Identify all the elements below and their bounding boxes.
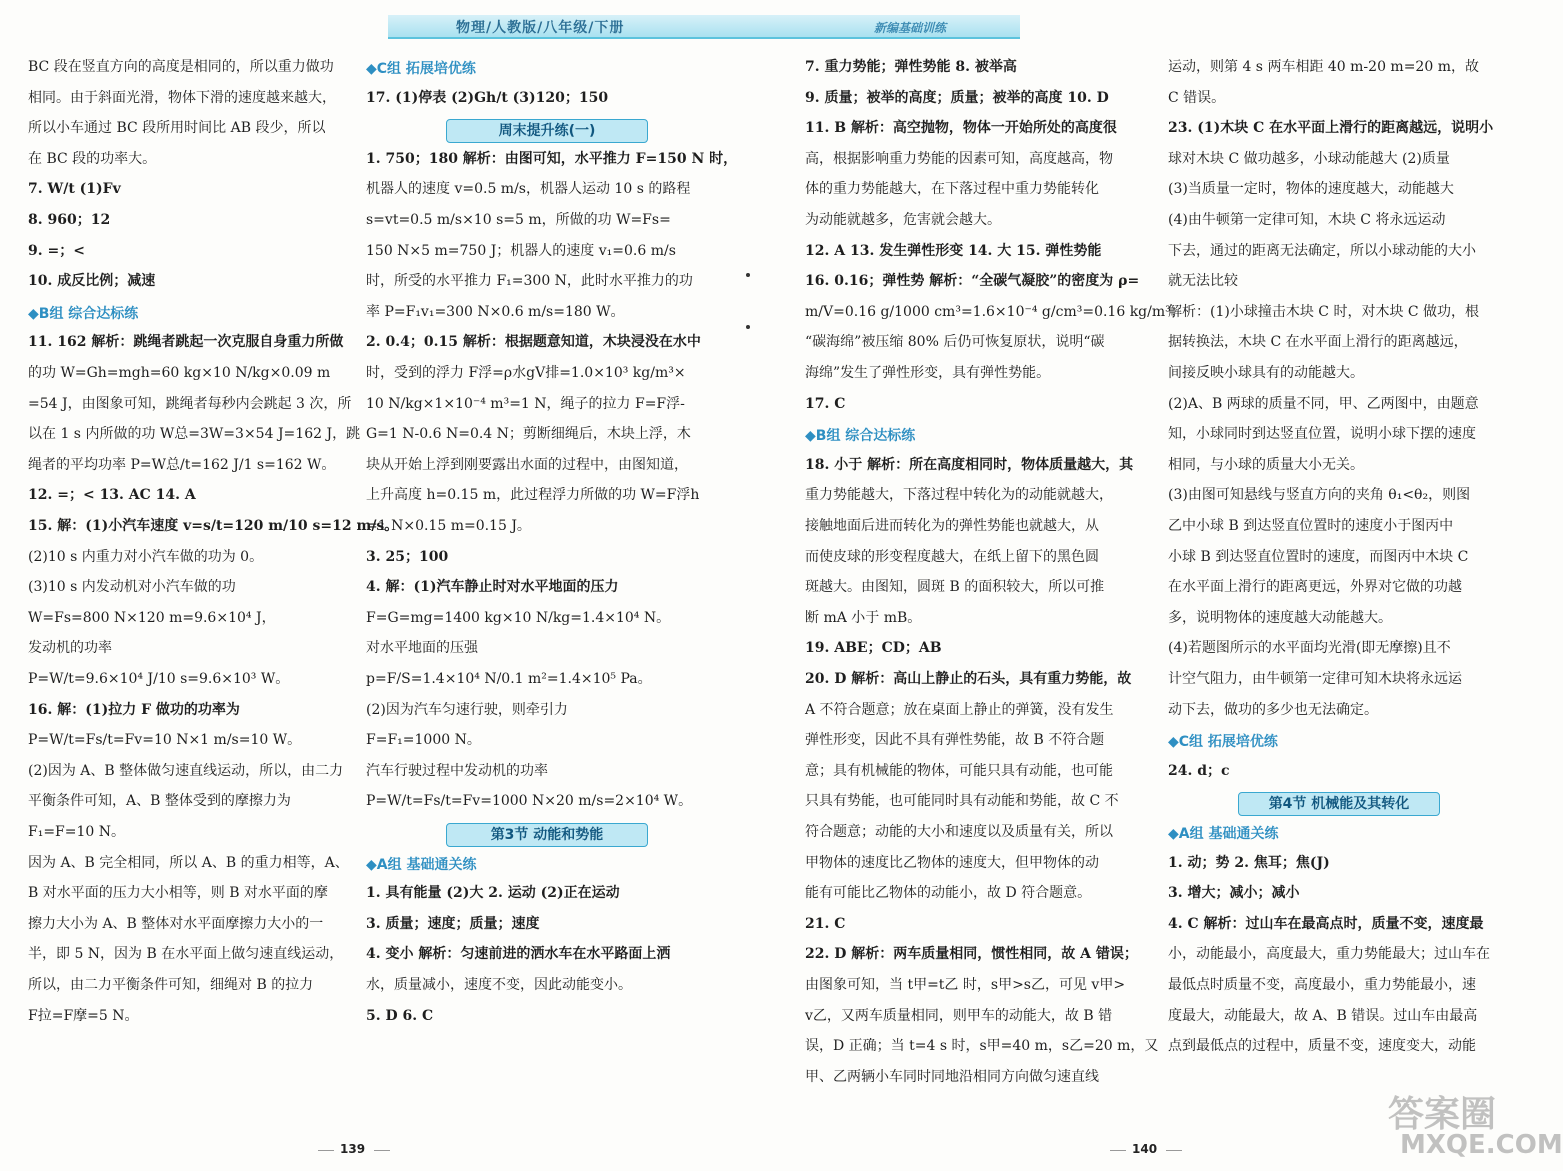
answer-line: 甲物体的速度比乙物体的速度大，但甲物体的动 (805, 854, 1099, 871)
answer-line: 16. 0.16；弹性势 解析：“全碳气凝胶”的密度为 ρ= (805, 273, 1140, 290)
answer-line: 21. C (805, 915, 846, 932)
answer-line: 甲、乙两辆小车同时同地沿相同方向做匀速直线 (805, 1068, 1099, 1085)
group-heading: ◆A组 基础通关练 (1168, 826, 1279, 842)
answer-line: P=W/t=Fs/t=Fv=10 N×1 m/s=10 W。 (28, 732, 302, 749)
page-number-left: 139 (340, 1142, 366, 1156)
answer-line: 1. 具有能量 (2)大 2. 运动 (2)正在运动 (366, 885, 620, 902)
group-heading: ◆A组 基础通关练 (366, 856, 477, 873)
answer-line: 所以，由二力平衡条件可知，细绳对 B 的拉力 (28, 977, 314, 993)
answer-line: 绳者的平均功率 P=W总/t=162 J/1 s=162 W。 (28, 456, 336, 473)
answer-line: 就无法比较 (1168, 273, 1238, 290)
answer-line: G=1 N-0.6 N=0.4 N；剪断细绳后，木块上浮，木 (366, 426, 691, 443)
answer-line: F拉=F摩=5 N。 (28, 1007, 139, 1024)
answer-line: 1. 750；180 解析：由图可知，水平推力 F=150 N 时， (366, 150, 738, 167)
page-number-dash (318, 1150, 334, 1151)
answer-line: 断 mA 小于 mB。 (805, 609, 922, 626)
answer-line: 最低点时质量不变，高度最小，重力势能最小，速 (1168, 977, 1476, 993)
answer-line: 15. 解：(1)小汽车速度 v=s/t=120 m/10 s=12 m/s。 (28, 518, 399, 534)
answer-line: 斑越大。由图知，圆斑 B 的面积较大，所以可推 (805, 579, 1105, 596)
answer-line: P=W/t=9.6×10⁴ J/10 s=9.6×10³ W。 (28, 671, 290, 687)
answer-line: 间接反映小球具有的动能越大。 (1168, 365, 1364, 381)
answer-line: F=G=mg=1400 kg×10 N/kg=1.4×10⁴ N。 (366, 609, 671, 626)
answer-line: 11. B 解析：高空抛物，物体一开始所处的高度很 (805, 120, 1117, 137)
answer-line: 点到最低点的过程中，质量不变，速度变大，动能 (1168, 1038, 1476, 1055)
watermark-domain: MXQE.COM (1400, 1130, 1563, 1160)
answer-line: (4)由牛顿第一定律可知，木块 C 将永远运动 (1168, 212, 1446, 228)
answer-line: 以在 1 s 内所做的功 W总=3W=3×54 J=162 J，跳 (28, 426, 361, 443)
answer-line: 体的重力势能越大，在下落过程中重力势能转化 (805, 181, 1099, 198)
answer-line: 误，D 正确；当 t=4 s 时，s甲=40 m，s乙=20 m，又 (805, 1038, 1159, 1055)
header-subject: 物理/人教版/八年级/下册 (456, 20, 625, 36)
answer-line: 3. 增大；减小；减小 (1168, 885, 1300, 902)
answer-line: (2)因为 A、B 整体做匀速直线运动，所以，由二力 (28, 762, 344, 779)
answer-line: 由图象可知，当 t甲=t乙 时，s甲>s乙，可见 v甲> (805, 977, 1126, 993)
answer-line: 动下去，做功的多少也无法确定。 (1168, 701, 1378, 718)
group-heading: ◆B组 综合达标练 (28, 305, 139, 322)
answer-line: (2)A、B 两球的质量不同，甲、乙两图中，由题意 (1168, 395, 1479, 412)
answer-line: 擦力大小为 A、B 整体对水平面摩擦力大小的一 (28, 915, 324, 932)
answer-line: 19. ABE；CD；AB (805, 640, 942, 657)
answer-line: 率 P=F₁v₁=300 N×0.6 m/s=180 W。 (366, 303, 625, 320)
answer-line: m/V=0.16 g/1000 cm³=1.6×10⁻⁴ g/cm³=0.16 kg/m³； (805, 303, 1185, 320)
answer-line: 在 BC 段的功率大。 (28, 150, 157, 167)
answer-line: 23. (1)木块 C 在水平面上滑行的距离越远，说明小 (1168, 120, 1494, 137)
answer-line: (3)当质量一定时，物体的速度越大，动能越大 (1168, 181, 1454, 198)
answer-line: 因为 A、B 完全相同，所以 A、B 的重力相等，A、 (28, 854, 349, 871)
answer-line: 时，所受的水平推力 F₁=300 N，此时水平推力的功 (366, 273, 693, 290)
answer-line: (2)因为汽车匀速行驶，则牵引力 (366, 701, 568, 718)
answer-line: 下去，通过的距离无法确定，所以小球动能的大小 (1168, 242, 1476, 259)
answer-line: s=vt=0.5 m/s×10 s=5 m，所做的功 W=Fs= (366, 212, 671, 228)
answer-line: 重力势能越大，下落过程中转化为的动能就越大， (805, 487, 1113, 504)
answer-line: 发动机的功率 (28, 640, 112, 657)
section-banner: 第3节 动能和势能 (446, 823, 648, 847)
answer-line: 为动能就越多，危害就会越大。 (805, 212, 1001, 228)
answer-line: 接触地面后进而转化为的弹性势能也就越大，从 (805, 518, 1099, 534)
binding-dot (746, 325, 750, 329)
answer-line: 知，小球同时到达竖直位置，说明小球下摆的速度 (1168, 426, 1476, 443)
answer-line: 计空气阻力，由牛顿第一定律可知木块将永远运 (1168, 671, 1462, 687)
answer-line: =54 J，由图象可知，跳绳者每秒内会跳起 3 次，所 (28, 395, 352, 412)
answer-line: 4. 变小 解析：匀速前进的洒水车在水平路面上洒 (366, 946, 671, 963)
answer-line: F=F₁=1000 N。 (366, 732, 481, 749)
answer-line: 海绵”发生了弹性形变，具有弹性势能。 (805, 365, 1051, 381)
answer-line: 高，根据影响重力势能的因素可知，高度越高，物 (805, 150, 1113, 167)
page-number-dash (1166, 1150, 1182, 1151)
answer-line: 10 N/kg×1×10⁻⁴ m³=1 N，绳子的拉力 F=F浮- (366, 395, 685, 412)
answer-line: 24. d；c (1168, 762, 1230, 779)
answer-line: 块从开始上浮到刚要露出水面的过程中，由图知道， (366, 456, 688, 473)
answer-line: 的功 W=Gh=mgh=60 kg×10 N/kg×0.09 m (28, 365, 331, 381)
answer-line: 而使皮球的形变程度越大，在纸上留下的黑色圆 (805, 548, 1099, 565)
answer-line: 小球 B 到达竖直位置时的速度，而图丙中木块 C (1168, 548, 1469, 565)
answer-line: 17. (1)停表 (2)Gh/t (3)120；150 (366, 89, 609, 106)
section-banner: 周末提升练(一) (446, 119, 648, 143)
group-heading: ◆C组 拓展培优练 (366, 61, 476, 77)
answer-line: 150 N×5 m=750 J；机器人的速度 v₁=0.6 m/s (366, 242, 676, 259)
answer-line: 3. 25；100 (366, 548, 449, 565)
answer-line: B 对水平面的压力大小相等，则 B 对水平面的摩 (28, 885, 328, 902)
answer-line: 据转换法，木块 C 在水平面上滑行的距离越远， (1168, 334, 1468, 351)
answer-line: 小，动能最小，高度最大，重力势能最大；过山车在 (1168, 946, 1490, 963)
answer-line: 球对木块 C 做功越多，小球动能越大 (2)质量 (1168, 150, 1450, 167)
answer-line: 9. 质量；被举的高度；质量；被举的高度 10. D (805, 89, 1109, 106)
answer-line: 运动，则第 4 s 两车相距 40 m-20 m=20 m，故 (1168, 59, 1479, 75)
answer-line: (2)10 s 内重力对小汽车做的功为 0。 (28, 548, 264, 565)
group-heading: ◆B组 综合达标练 (805, 428, 916, 445)
answer-line: 17. C (805, 395, 846, 412)
answer-line: 半，即 5 N，因为 B 在水平面上做匀速直线运动， (28, 946, 344, 963)
answer-line: =1 N×0.15 m=0.15 J。 (366, 518, 531, 534)
answer-line: 1. 动；势 2. 焦耳；焦(J) (1168, 854, 1330, 871)
watermark-logo: 答案圈 (1388, 1094, 1497, 1135)
page-number-dash (1110, 1150, 1126, 1151)
answer-line: 时，受到的浮力 F浮=ρ水gV排=1.0×10³ kg/m³× (366, 365, 686, 381)
answer-line: 16. 解：(1)拉力 F 做功的功率为 (28, 701, 240, 718)
answer-line: 解析：(1)小球撞击木块 C 时，对木块 C 做功，根 (1168, 303, 1480, 320)
answer-line: A 不符合题意；放在桌面上静止的弹簧，没有发生 (805, 701, 1114, 718)
answer-line: 上升高度 h=0.15 m，此过程浮力所做的功 W=F浮h (366, 487, 700, 504)
answer-line: 12. =；< 13. AC 14. A (28, 487, 196, 504)
answer-line: 10. 成反比例；减速 (28, 273, 156, 290)
answer-line: 12. A 13. 发生弹性形变 14. 大 15. 弹性势能 (805, 242, 1102, 259)
answer-line: “碳海绵”被压缩 80% 后仍可恢复原状，说明“碳 (805, 334, 1105, 351)
page-number-right: 140 (1132, 1142, 1158, 1156)
answer-line: 在水平面上滑行的距离更远，外界对它做的功越 (1168, 579, 1462, 596)
answer-line: 18. 小于 解析：所在高度相同时，物体质量越大，其 (805, 456, 1134, 473)
answer-line: 11. 162 解析：跳绳者跳起一次克服自身重力所做 (28, 334, 344, 351)
answer-line: v乙，又两车质量相同，则甲车的动能大，故 B 错 (805, 1007, 1113, 1024)
answer-line: 机器人的速度 v=0.5 m/s，机器人运动 10 s 的路程 (366, 181, 691, 198)
answer-line: 只具有势能，也可能同时具有动能和势能，故 C 不 (805, 793, 1119, 810)
answer-line: 3. 质量；速度；质量；速度 (366, 915, 540, 932)
answer-line: 意；具有机械能的物体，可能只具有动能，也可能 (805, 762, 1113, 779)
answer-line: 相同。由于斜面光滑，物体下滑的速度越来越大， (28, 89, 336, 106)
answer-line: 乙中小球 B 到达竖直位置时的速度小于图丙中 (1168, 518, 1454, 534)
answer-line: p=F/S=1.4×10⁴ N/0.1 m²=1.4×10⁵ Pa。 (366, 671, 652, 687)
answer-line: (3)10 s 内发动机对小汽车做的功 (28, 579, 236, 596)
answer-line: 4. C 解析：过山车在最高点时，质量不变，速度最 (1168, 915, 1484, 932)
section-banner: 第4节 机械能及其转化 (1238, 792, 1440, 816)
answer-line: 8. 960；12 (28, 212, 111, 228)
page-number-dash (374, 1150, 390, 1151)
answer-line: C 错误。 (1168, 89, 1226, 106)
answer-line: 水，质量减小，速度不变，因此动能变小。 (366, 977, 632, 993)
answer-line: 7. 重力势能；弹性势能 8. 被举高 (805, 59, 1017, 75)
header-brand: 新编基础训练 (874, 21, 947, 35)
answer-line: 20. D 解析：高山上静止的石头，具有重力势能，故 (805, 671, 1132, 687)
answer-line: (4)若题图所示的水平面均光滑(即无摩擦)且不 (1168, 640, 1451, 657)
answer-line: 符合题意；动能的大小和速度以及质量有关，所以 (805, 824, 1113, 840)
answer-line: 平衡条件可知，A、B 整体受到的摩擦力为 (28, 793, 291, 810)
answer-line: 22. D 解析：两车质量相同，惯性相同，故 A 错误； (805, 946, 1138, 963)
answer-line: BC 段在竖直方向的高度是相同的，所以重力做功 (28, 59, 334, 75)
answer-line: P=W/t=Fs/t=Fv=1000 N×20 m/s=2×10⁴ W。 (366, 793, 693, 810)
answer-line: 汽车行驶过程中发动机的功率 (366, 762, 548, 779)
answer-line: F₁=F=10 N。 (28, 824, 126, 840)
page-header (0, 0, 1536, 46)
answer-line: 度最大，动能最大，故 A、B 错误。过山车由最高 (1168, 1007, 1478, 1024)
answer-line: 多，说明物体的速度越大动能越大。 (1168, 609, 1392, 626)
answer-line: 所以小车通过 BC 段所用时间比 AB 段少，所以 (28, 120, 326, 137)
answer-line: W=Fs=800 N×120 m=9.6×10⁴ J， (28, 609, 276, 626)
answer-line: 9. =；< (28, 242, 85, 259)
answer-line: 7. W/t (1)Fv (28, 181, 121, 198)
answer-line: 相同，与小球的质量大小无关。 (1168, 456, 1364, 473)
group-heading: ◆C组 拓展培优练 (1168, 734, 1278, 751)
answer-line: 5. D 6. C (366, 1007, 434, 1024)
binding-dot (746, 273, 750, 277)
answer-line: 4. 解：(1)汽车静止时对水平地面的压力 (366, 579, 619, 596)
answer-line: 能有可能比乙物体的动能小，故 D 符合题意。 (805, 885, 1092, 902)
answer-line: 2. 0.4；0.15 解析：根据题意知道，木块浸没在水中 (366, 334, 701, 351)
answer-line: 弹性形变，因此不具有弹性势能，故 B 不符合题 (805, 732, 1105, 749)
answer-line: (3)由图可知悬线与竖直方向的夹角 θ₁<θ₂，则图 (1168, 487, 1471, 504)
answer-line: 对水平地面的压强 (366, 640, 478, 657)
